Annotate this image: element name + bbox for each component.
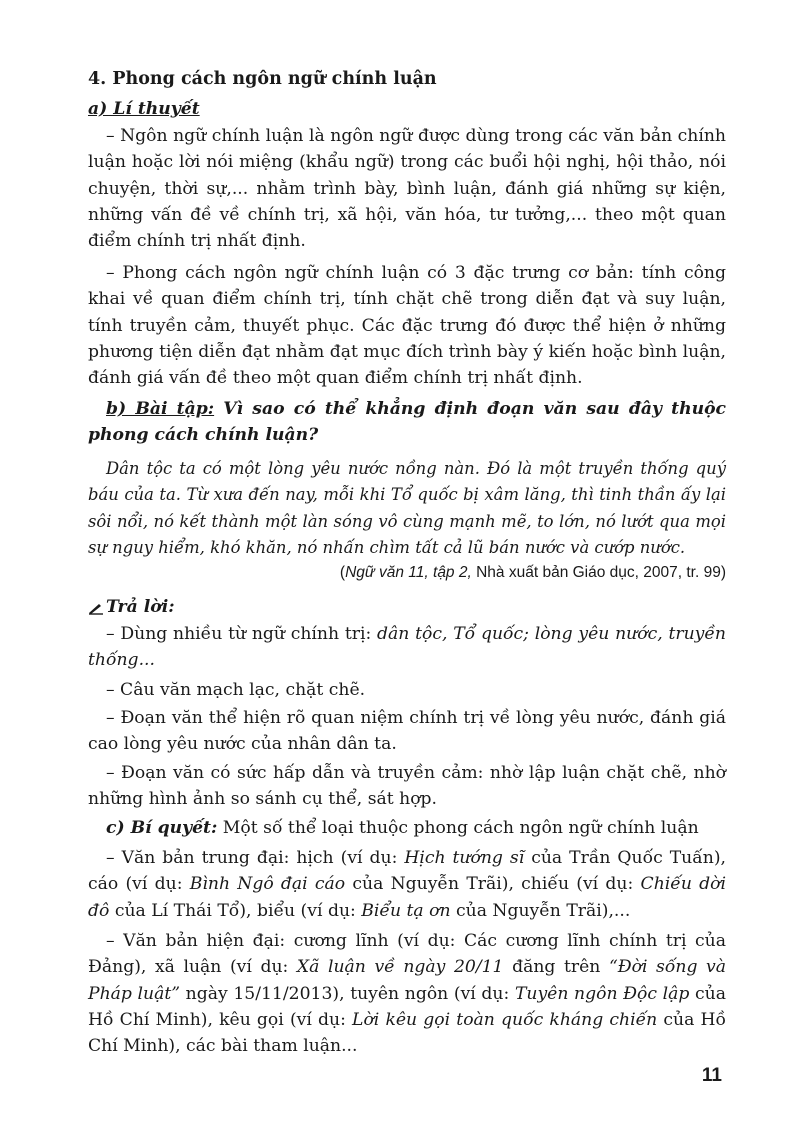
theory-paragraph-1: – Ngôn ngữ chính luận là ngôn ngữ được dùng trong các văn bản chính luận hoặc lời nói miệng (khẩu ngữ) trong các buổi hội nghị, hội thảo, nói chuyện, thời sự,... nhằm trình bày, bình luận, đánh giá những sự kiện, những vấn đề về chính trị, xã hội, văn hóa, tư tưởng,... theo một quan điểm chính trị nhất định. xyxy=(88,126,726,252)
exercise-citation xyxy=(88,560,726,586)
tips-medieval-text-1: – Văn bản trung đại: hịch (ví dụ: xyxy=(106,848,405,868)
theory-heading-text: a) Lí thuyết xyxy=(88,99,200,119)
tips-intro xyxy=(88,815,726,841)
tips-modern-text-5: của Hồ Chí Minh), các bài tham luận... xyxy=(88,1009,726,1057)
answer-point-4: – Đoạn văn có sức hấp dẫn và truyền cảm: nhờ lập luận chặt chẽ, nhờ những hình ảnh so sánh cụ thể, sát hợp. xyxy=(88,763,726,810)
tips-medieval-work-1: Hịch tướng sĩ xyxy=(404,848,525,868)
tips-modern-work-2: “Đời sống và Pháp luật” xyxy=(88,957,727,1004)
tips-medieval-work-2: Bình Ngô đại cáo xyxy=(189,874,346,895)
tips-medieval xyxy=(88,845,726,924)
tips-modern-text-1: – Văn bản hiện đại: cương lĩnh (ví dụ: Các cương lĩnh chính trị của Đảng), xã luận (ví dụ: xyxy=(88,931,726,978)
tips-modern-text-2: đăng trên xyxy=(503,957,609,978)
tips-modern-work-3: Tuyên ngôn Độc lập xyxy=(514,983,690,1004)
tips-medieval-text-5: của Nguyễn Trãi),... xyxy=(450,900,631,921)
tips-medieval-text-4: của Lí Thái Tổ), biểu (ví dụ: xyxy=(109,900,362,921)
exercise-question: Vì sao có thể khẳng định đoạn văn sau đây thuộc phong cách chính luận? xyxy=(88,399,726,446)
citation-rest: Nhà xuất bản Giáo dục, 2007, tr. 99) xyxy=(471,564,726,581)
tips-modern-work-4: Lời kêu gọi toàn quốc kháng chiến xyxy=(352,1009,658,1030)
answer-heading-text: Trả lời: xyxy=(106,597,175,617)
tips-modern-text-4: của Hồ Chí Minh), kêu gọi (ví dụ: xyxy=(88,983,726,1030)
page-number: 11 xyxy=(701,1065,722,1086)
pencil-writing-icon xyxy=(88,597,104,623)
answer-point-2: – Câu văn mạch lạc, chặt chẽ. xyxy=(106,680,366,700)
tips-medieval-text-2: của Trần Quốc Tuấn), cáo (ví dụ: xyxy=(88,848,727,895)
answer-point-3: – Đoạn văn thể hiện rõ quan niệm chính trị về lòng yêu nước, đánh giá cao lòng yêu nước của nhân dân ta. xyxy=(88,708,726,755)
answer-point-1-prefix: – Dùng nhiều từ ngữ chính trị: xyxy=(106,624,378,644)
tips-intro-text: Một số thể loại thuộc phong cách ngôn ngữ chính luận xyxy=(217,818,699,838)
section-title: 4. Phong cách ngôn ngữ chính luận xyxy=(88,69,437,89)
tips-medieval-text-3: của Nguyễn Trãi), chiếu (ví dụ: xyxy=(345,874,641,895)
exercise-label: b) Bài tập: xyxy=(106,399,215,419)
tips-medieval-work-4: Biểu tạ ơn xyxy=(361,900,451,921)
exercise-quote: Dân tộc ta có một lòng yêu nước nồng nàn. Đó là một truyền thống quý báu của ta. Từ xưa đến nay, mỗi khi Tổ quốc bị xâm lăng, thì tinh thần ấy lại sôi nổi, nó kết thành một làn sóng vô cùng mạnh mẽ, to lớn, nó lướt qua mọi sự nguy hiểm, khó khăn, nó nhấn chìm tất cả lũ bán nước và cướp nước. xyxy=(88,459,726,557)
answer-point-1 xyxy=(88,621,726,674)
citation-open: ( xyxy=(339,564,346,581)
theory-paragraph-2: – Phong cách ngôn ngữ chính luận có 3 đặc trưng cơ bản: tính công khai về quan điểm chính trị, tính chặt chẽ trong diễn đạt và suy luận, tính truyền cảm, thuyết phục. Các đặc trưng đó được thể hiện ở những phương tiện diễn đạt nhằm đạt mục đích trình bày ý kiến hoặc bình luận, đánh giá vấn đề theo một quan điểm chính trị nhất định. xyxy=(88,263,726,389)
tips-modern-text-3: ngày 15/11/2013), tuyên ngôn (ví dụ: xyxy=(180,983,515,1004)
tips-medieval-work-3: Chiếu dời đô xyxy=(88,874,727,921)
tips-label: c) Bí quyết: xyxy=(106,818,218,838)
exercise-prompt xyxy=(88,396,726,449)
tips-modern xyxy=(88,928,726,1059)
theory-heading xyxy=(88,96,726,122)
answer-point-1-terms: dân tộc, Tổ quốc; lòng yêu nước, truyền thống... xyxy=(88,624,726,671)
citation-book: Ngữ văn 11, tập 2, xyxy=(345,564,472,581)
tips-modern-work-1: Xã luận về ngày 20/11 xyxy=(296,957,504,978)
answer-heading xyxy=(88,594,726,623)
